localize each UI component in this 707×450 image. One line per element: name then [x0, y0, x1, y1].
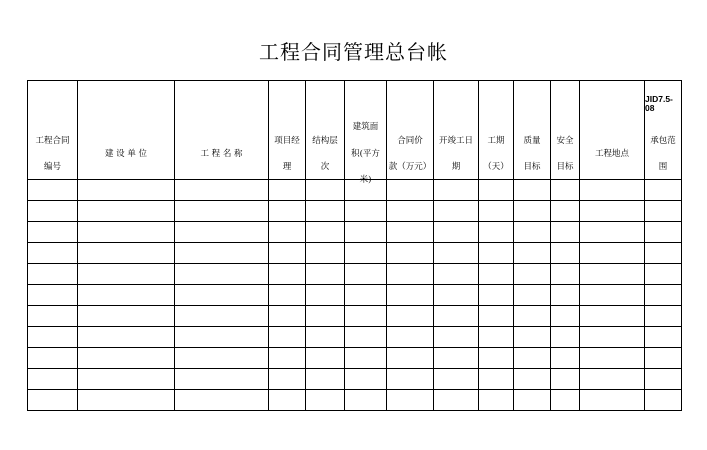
form-code: JID7.5-08 [645, 94, 673, 113]
table-cell[interactable] [387, 222, 434, 243]
table-cell[interactable] [434, 348, 479, 369]
table-cell[interactable] [580, 285, 645, 306]
table-cell[interactable] [580, 222, 645, 243]
table-cell[interactable] [434, 306, 479, 327]
table-cell[interactable] [434, 390, 479, 411]
header-label: 工程合同 [35, 136, 70, 146]
table-cell[interactable] [479, 306, 514, 327]
table-cell[interactable] [387, 306, 434, 327]
header-label: 安全 [556, 136, 574, 146]
table-cell[interactable] [645, 348, 682, 369]
table-cell[interactable] [551, 306, 580, 327]
header-label: 编号 [43, 162, 61, 172]
table-cell[interactable] [580, 180, 645, 201]
table-cell[interactable] [306, 390, 345, 411]
table-cell[interactable] [387, 243, 434, 264]
table-cell[interactable] [580, 201, 645, 222]
header-label: 理 [282, 162, 292, 172]
table-cell[interactable] [28, 222, 78, 243]
table-header-row [28, 81, 682, 180]
table-cell[interactable] [580, 390, 645, 411]
table-cell[interactable] [269, 180, 306, 201]
header-cell-structure-floors [306, 81, 345, 180]
table-row [28, 306, 682, 327]
table-cell[interactable] [78, 264, 175, 285]
header-label: 围 [658, 162, 668, 172]
table-cell[interactable] [175, 222, 269, 243]
table-cell[interactable] [175, 327, 269, 348]
table-row [28, 348, 682, 369]
table-cell[interactable] [514, 306, 551, 327]
table-cell[interactable] [387, 348, 434, 369]
table-cell[interactable] [551, 390, 580, 411]
table-cell[interactable] [306, 201, 345, 222]
table-cell[interactable] [306, 285, 345, 306]
table-cell[interactable] [175, 348, 269, 369]
header-cell-safety-target [551, 81, 580, 180]
table-cell[interactable] [306, 306, 345, 327]
table-cell[interactable] [551, 222, 580, 243]
table-cell[interactable] [580, 264, 645, 285]
header-label: 积(平方 [351, 149, 380, 159]
table-cell[interactable] [269, 369, 306, 390]
table-cell[interactable] [345, 390, 387, 411]
table-cell[interactable] [28, 348, 78, 369]
header-cell-project-name [175, 81, 269, 180]
table-cell[interactable] [306, 369, 345, 390]
header-cell-duration-days [479, 81, 514, 180]
table-cell[interactable] [345, 306, 387, 327]
table-cell[interactable] [514, 243, 551, 264]
table-cell[interactable] [645, 369, 682, 390]
header-cell-contract-no [28, 81, 78, 180]
table-cell[interactable] [434, 369, 479, 390]
table-cell[interactable] [345, 285, 387, 306]
table-cell[interactable] [306, 327, 345, 348]
header-label: 开竣工日 [438, 136, 473, 146]
table-row [28, 201, 682, 222]
header-label: 工 程 名 称 [200, 149, 243, 159]
table-cell[interactable] [479, 390, 514, 411]
table-cell[interactable] [387, 369, 434, 390]
table-cell[interactable] [434, 180, 479, 201]
table-cell[interactable] [78, 180, 175, 201]
table-cell[interactable] [514, 180, 551, 201]
header-cell-contract-price [387, 81, 434, 180]
table-cell[interactable] [551, 180, 580, 201]
table-cell[interactable] [514, 348, 551, 369]
table-cell[interactable] [514, 264, 551, 285]
header-label: 工期 [487, 136, 505, 146]
table-cell[interactable] [345, 369, 387, 390]
table-cell[interactable] [551, 264, 580, 285]
table-cell[interactable] [645, 201, 682, 222]
table-cell[interactable] [175, 180, 269, 201]
header-label: 承包范 [650, 136, 676, 146]
table-row [28, 243, 682, 264]
table-cell[interactable] [175, 264, 269, 285]
table-cell[interactable] [175, 369, 269, 390]
table-cell[interactable] [345, 243, 387, 264]
header-cell-construction-unit [78, 81, 175, 180]
table-cell[interactable] [434, 285, 479, 306]
table-cell[interactable] [306, 243, 345, 264]
table-cell[interactable] [479, 243, 514, 264]
table-cell[interactable] [434, 243, 479, 264]
table-cell[interactable] [78, 327, 175, 348]
table-cell[interactable] [580, 369, 645, 390]
header-label: 建 设 单 位 [104, 149, 148, 159]
header-label: 目标 [523, 162, 541, 172]
table-cell[interactable] [645, 390, 682, 411]
table-cell[interactable] [479, 222, 514, 243]
table-cell[interactable] [580, 243, 645, 264]
table-cell[interactable] [551, 348, 580, 369]
table-cell[interactable] [387, 180, 434, 201]
table-cell[interactable] [28, 180, 78, 201]
table-cell[interactable] [269, 327, 306, 348]
table-row [28, 369, 682, 390]
table-row [28, 222, 682, 243]
table-cell[interactable] [551, 369, 580, 390]
table-cell[interactable] [269, 306, 306, 327]
header-label: 项目经 [274, 136, 300, 146]
table-cell[interactable] [514, 285, 551, 306]
table-cell[interactable] [551, 243, 580, 264]
table-row [28, 285, 682, 306]
table-cell[interactable] [645, 264, 682, 285]
header-cell-start-finish-date [434, 81, 479, 180]
table-cell[interactable] [645, 180, 682, 201]
table-cell[interactable] [551, 327, 580, 348]
table-cell[interactable] [78, 222, 175, 243]
table-cell[interactable] [514, 327, 551, 348]
table-cell[interactable] [175, 390, 269, 411]
table-cell[interactable] [387, 264, 434, 285]
table-cell[interactable] [645, 285, 682, 306]
table-cell[interactable] [580, 306, 645, 327]
header-label: 次 [320, 162, 330, 172]
table-cell[interactable] [580, 327, 645, 348]
table-cell[interactable] [551, 285, 580, 306]
table-cell[interactable] [580, 348, 645, 369]
table-cell[interactable] [78, 285, 175, 306]
document-title: 工程合同管理总台帐 [259, 40, 448, 64]
table-cell[interactable] [78, 201, 175, 222]
table-cell[interactable] [645, 243, 682, 264]
header-label: 合同价 [397, 136, 423, 146]
table-cell[interactable] [551, 201, 580, 222]
header-label: 结构层 [312, 136, 338, 146]
table-cell[interactable] [306, 180, 345, 201]
table-cell[interactable] [479, 327, 514, 348]
table-cell[interactable] [269, 201, 306, 222]
table-row [28, 264, 682, 285]
table-cell[interactable] [175, 285, 269, 306]
table-cell[interactable] [28, 243, 78, 264]
table-cell[interactable] [269, 243, 306, 264]
table-cell[interactable] [175, 243, 269, 264]
table-cell[interactable] [28, 390, 78, 411]
header-label: 质量 [523, 136, 541, 146]
table-cell[interactable] [345, 222, 387, 243]
table-cell[interactable] [434, 201, 479, 222]
table-cell[interactable] [269, 285, 306, 306]
table-cell[interactable] [306, 222, 345, 243]
table-cell[interactable] [306, 348, 345, 369]
table-cell[interactable] [28, 285, 78, 306]
table-cell[interactable] [434, 222, 479, 243]
header-cell-building-area [345, 81, 387, 185]
table-cell[interactable] [387, 327, 434, 348]
table-cell[interactable] [645, 222, 682, 243]
table-cell[interactable] [78, 306, 175, 327]
table-cell[interactable] [269, 390, 306, 411]
table-cell[interactable] [269, 264, 306, 285]
header-label: 款（万元） [388, 162, 432, 172]
table-cell[interactable] [78, 390, 175, 411]
table-cell[interactable] [175, 201, 269, 222]
table-cell[interactable] [434, 264, 479, 285]
table-cell[interactable] [175, 306, 269, 327]
header-label: 期 [451, 162, 461, 172]
table-cell[interactable] [479, 180, 514, 201]
table-cell[interactable] [514, 222, 551, 243]
table-cell[interactable] [269, 222, 306, 243]
table-cell[interactable] [387, 390, 434, 411]
table-cell[interactable] [78, 369, 175, 390]
table-cell[interactable] [345, 264, 387, 285]
table-cell[interactable] [28, 264, 78, 285]
table-cell[interactable] [645, 327, 682, 348]
table-cell[interactable] [514, 390, 551, 411]
header-label: 建筑面 [352, 122, 379, 132]
table-cell[interactable] [479, 201, 514, 222]
table-cell[interactable] [345, 348, 387, 369]
table-cell[interactable] [306, 264, 345, 285]
table-cell[interactable] [28, 201, 78, 222]
header-cell-project-location [580, 81, 645, 180]
table-cell[interactable] [479, 348, 514, 369]
table-cell[interactable] [28, 306, 78, 327]
header-label: （天） [483, 162, 509, 172]
header-cell-contract-scope [645, 81, 682, 180]
header-label: 目标 [556, 162, 574, 172]
table-row [28, 390, 682, 411]
table-cell[interactable] [78, 243, 175, 264]
header-cell-quality-target [514, 81, 551, 180]
table-row [28, 327, 682, 348]
table-cell[interactable] [387, 285, 434, 306]
table-cell[interactable] [479, 285, 514, 306]
table-cell[interactable] [28, 369, 78, 390]
contract-ledger-table [27, 80, 682, 411]
table-cell[interactable] [645, 306, 682, 327]
table-cell[interactable] [514, 369, 551, 390]
header-cell-project-manager [269, 81, 306, 180]
table-cell[interactable] [479, 264, 514, 285]
table-cell[interactable] [479, 369, 514, 390]
table-cell[interactable] [345, 201, 387, 222]
header-label: 米) [359, 175, 372, 185]
table-cell[interactable] [387, 201, 434, 222]
table-cell[interactable] [78, 348, 175, 369]
table-cell[interactable] [28, 327, 78, 348]
table-cell[interactable] [345, 327, 387, 348]
header-label: 工程地点 [594, 149, 629, 159]
table-cell[interactable] [514, 201, 551, 222]
table-cell[interactable] [269, 348, 306, 369]
table-cell[interactable] [434, 327, 479, 348]
